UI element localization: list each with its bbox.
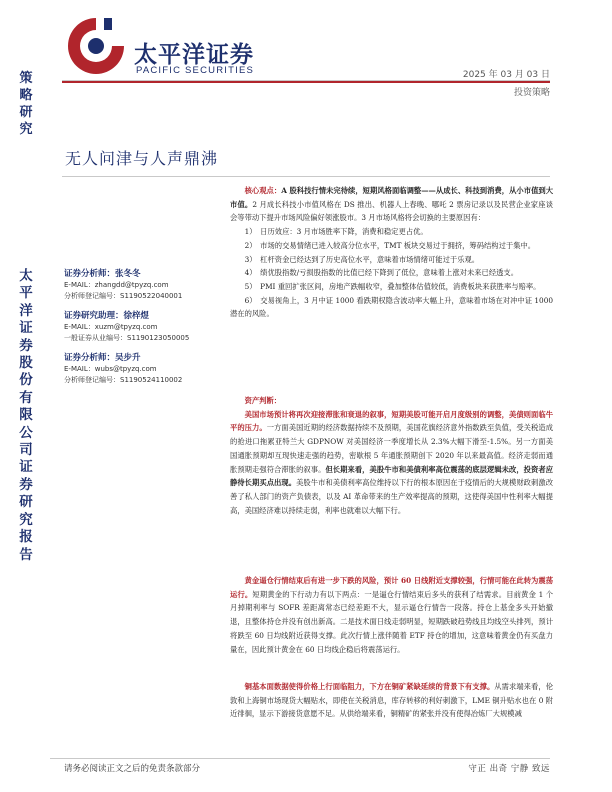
core-view-text: 2 月成长科技小市值风格在 DS 推出、机器人上春晚、哪吒 2 票房记录以及民营企业家座谈会等带动下提升市场风险偏好领涨股市。3 月市场风格将会切换的主要原因有：: [230, 199, 553, 223]
us-market-paragraph: [230, 408, 553, 518]
sidebar-category-label: 策略研究: [19, 71, 33, 137]
us-market-bold: 但长期来看，美股牛市和美债利率高位震荡的底层逻辑未改，投资者应静待长期买点出现。: [230, 464, 554, 488]
us-market-text-2: 美股牛市和美债利率高位维持以下行的根本原因在于疫情后的大规模财政刺激改善了私人部门的资产负债表，以及 AI 革命带来的生产效率提高的预期，这使得美国中性利率大幅提高，美国经济难以持续走弱，利率也就难以大幅下行。: [230, 478, 553, 515]
core-view-heading: 核心观点：: [244, 186, 282, 195]
report-date: 2025 年 03 月 03 日: [462, 70, 550, 80]
asset-judgment-heading: 资产判断：: [244, 396, 282, 405]
analyst-card: [64, 310, 229, 343]
title-divider: [62, 176, 550, 177]
analyst-email[interactable]: E-MAIL：wubs@tpyzq.com: [64, 365, 157, 373]
copper-section: [230, 680, 553, 721]
logo-chinese-name: 太平洋证券: [134, 42, 254, 68]
gold-text: 短期黄金的下行动力有以下两点：一是逼仓行情结束后多头的获利了结需求。目前黄金 1 个月掉期利率与 SOFR 差距离常态已经差距不大，显示逼仓行情告一段落。持仓上基金多头开始撤退，且整体持仓并没有创出新高。二是技术面日线走弱明显，短期跌破趋势线且均线空头排列，预计将跌至 60 日均线附近获得支撑。此次行情上涨伴随着 ETF 持仓的增加，这意味着黄金仍有买盘力量在，因此预计黄金在 60 日均线企稳后将震荡运行。: [230, 589, 554, 654]
analyst-cert: 分析师登记编号：S1190522040001: [64, 291, 183, 300]
analyst-cert: 一般证券从业编号：S1190123050005: [64, 333, 190, 342]
analyst-list: [64, 268, 229, 394]
analyst-card: [64, 352, 229, 385]
analyst-name: 证券研究助理：徐梓煜: [64, 311, 150, 321]
disclaimer-note: 请务必阅读正文之后的免责条款部分: [64, 764, 201, 774]
report-title: 无人问津与人声鼎沸: [65, 149, 219, 168]
analyst-cert: 分析师登记编号：S1190524110002: [64, 375, 183, 384]
pacific-logo-icon: [64, 14, 128, 78]
analyst-card: [64, 268, 229, 301]
company-motto: 守正 出奇 宁静 致远: [468, 764, 550, 774]
core-view-item: 5） PMI 重回扩张区间，房地产跌幅收窄，叠加整体估值较低，消费板块来获胜率与赔率。: [244, 281, 541, 291]
core-view-item: 3） 杠杆资金已经达到了历史高位水平，意味着市场情绪可能过于乐观。: [244, 254, 480, 264]
gold-paragraph: [230, 574, 553, 656]
core-view-section: [230, 184, 553, 321]
us-market-lead: 美国市场预计将再次迎接滞胀和衰退的叙事，短期美股可能开启月度级别的调整，美债则面临牛平的压力。: [230, 409, 553, 433]
asset-judgment-section: [230, 394, 553, 517]
company-logo: [64, 14, 284, 84]
us-market-text: 一方面美国近期的经济数据持续不及预期，美国花旗经济意外指数跌至负值，受关税造成的抢进口拖累亚特兰大 GDPNOW 对美国经济一季度增长从 2.3%大幅下滑至-1.5%。另一方面美国通胀预期却互现快速走强的趋势，密歇根 5 年通胀预期创下 2020 年以来最高值。经济走弱而通胀预期走强符合滞胀的叙事。: [230, 423, 554, 474]
gold-lead: 黄金逼仓行情结束后有进一步下跌的风险，预计 60 日线附近支撑较强，行情可能在此转为震荡运行。: [230, 576, 553, 599]
core-view-item: 4） 绩优股指数/亏损股指数的比值已经下降到了低位，意味着上涨对未来已经透支。: [244, 268, 519, 278]
core-view-item: 6） 交易视角上，3 月中证 1000 看跌期权隐含波动率大幅上升，意味着市场在对冲中证 1000 潜在的风险。: [230, 295, 553, 319]
analyst-name: 证券分析师：吴步升: [64, 353, 141, 363]
copper-text: 从需求端来看，伦敦和上海铜市场现货大幅贴水，即使在关税消息，库存转移的利好刺激下，LME 铜升贴水也在 0 附近徘徊，显示下游接货意愿不足。从供给端来看，铜精矿的紧张并没有使得冶炼厂大规模减: [230, 682, 554, 719]
report-category: 投资策略: [513, 88, 550, 98]
sidebar-company-label: 太平洋证券股份有限公司证券研究报告: [19, 268, 33, 563]
analyst-name: 证券分析师：张冬冬: [64, 269, 141, 279]
copper-lead: 铜基本面数据使得价格上行面临阻力，下方在铜矿紧缺延续的背景下有支撑。: [244, 682, 495, 691]
core-view-item: 1） 日历效应：3 月市场胜率下降，消费和稳定更占优。: [244, 227, 428, 237]
analyst-email[interactable]: E-MAIL：xuzm@tpyzq.com: [64, 323, 158, 331]
gold-section: [230, 574, 553, 656]
header-divider-accent: [62, 81, 550, 83]
copper-paragraph: [230, 680, 553, 721]
core-view-bold: A 股科技行情未完待续，短期风格面临调整——从成长、科技到消费，从小市值到大市值。: [230, 186, 554, 209]
core-view-lead: [230, 184, 553, 225]
analyst-email[interactable]: E-MAIL：zhangdd@tpyzq.com: [64, 281, 169, 289]
core-view-item: 2） 市场的交易情绪已进入较高分位水平，TMT 板块交易过于拥挤，筹码结构过于集中。: [244, 240, 536, 250]
logo-english-name: PACIFIC SECURITIES: [136, 65, 255, 76]
footer-divider: [50, 758, 550, 759]
